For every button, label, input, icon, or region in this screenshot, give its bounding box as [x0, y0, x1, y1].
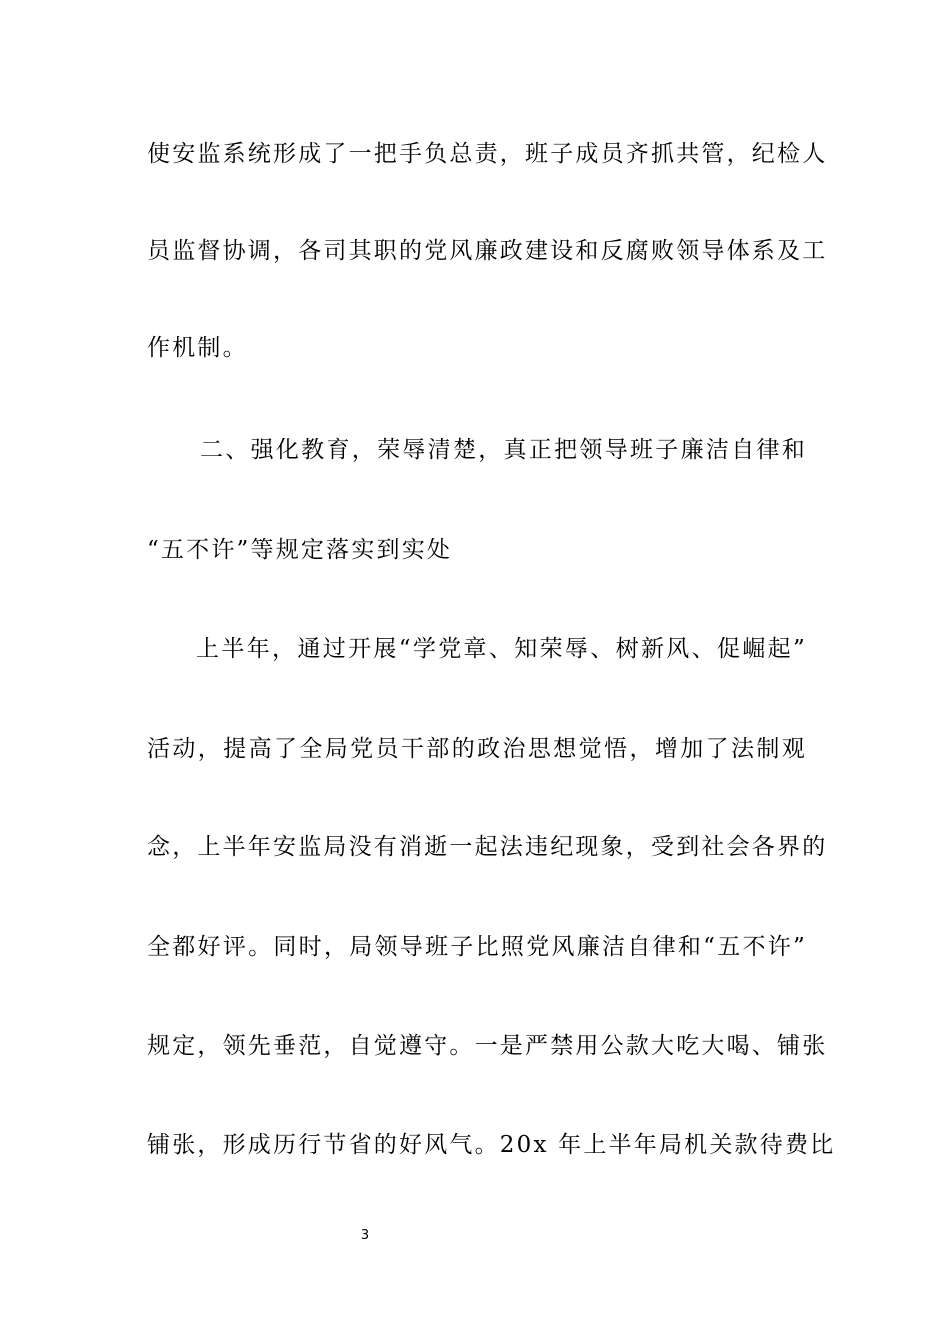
paragraph-line-4: 上半年，通过开展“学党章、知荣辱、树新风、促崛起” — [196, 636, 807, 662]
paragraph-line-5: 活动，提高了全局党员干部的政治思想觉悟，增加了法制观 — [147, 736, 807, 762]
paragraph-line-8: 规定，领先垂范，自觉遵守。一是严禁用公款大吃大喝、铺张 — [147, 1033, 828, 1059]
paragraph-line-9: 铺张，形成历行节省的好风气。20x 年上半年局机关款待费比 — [147, 1132, 836, 1158]
paragraph-line-2: 员监督协调，各司其职的党风廉政建设和反腐败领导体系及工 — [147, 238, 828, 264]
paragraph-line-6: 念，上半年安监局没有消逝一起法违纪现象，受到社会各界的 — [147, 834, 828, 860]
paragraph-line-7: 全都好评。同时，局领导班子比照党风廉洁自律和“五不许” — [147, 934, 807, 960]
page-number: 3 — [360, 1228, 370, 1243]
paragraph-line-3: 作机制。 — [147, 335, 248, 361]
section-heading-line-1: 二、强化教育，荣辱清楚，真正把领导班子廉洁自律和 — [200, 437, 807, 463]
paragraph-line-1: 使安监系统形成了一把手负总责，班子成员齐抓共管，纪检人 — [147, 141, 828, 167]
section-heading-line-2: “五不许”等规定落实到实处 — [147, 537, 453, 563]
